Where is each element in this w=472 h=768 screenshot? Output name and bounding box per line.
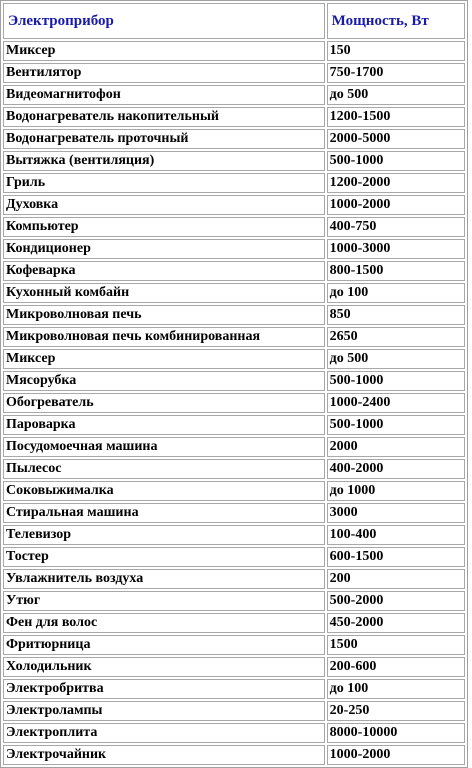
table-row bbox=[3, 63, 465, 83]
power-cell: 2000 bbox=[327, 437, 465, 457]
appliance-cell: Гриль bbox=[3, 173, 325, 193]
power-cell: 8000-10000 bbox=[327, 723, 465, 743]
table-row bbox=[3, 349, 465, 369]
appliance-cell: Миксер bbox=[3, 41, 325, 61]
appliance-cell: Фен для волос bbox=[3, 613, 325, 633]
appliance-cell: Пароварка bbox=[3, 415, 325, 435]
power-cell: 600-1500 bbox=[327, 547, 465, 567]
table-row bbox=[3, 107, 465, 127]
appliance-cell: Миксер bbox=[3, 349, 325, 369]
power-cell: 3000 bbox=[327, 503, 465, 523]
power-cell: 750-1700 bbox=[327, 63, 465, 83]
appliance-cell: Пылесос bbox=[3, 459, 325, 479]
table-row bbox=[3, 459, 465, 479]
table-row bbox=[3, 613, 465, 633]
table-row bbox=[3, 635, 465, 655]
power-cell: 1500 bbox=[327, 635, 465, 655]
power-cell: до 500 bbox=[327, 349, 465, 369]
power-cell: 100-400 bbox=[327, 525, 465, 545]
appliance-cell: Мясорубка bbox=[3, 371, 325, 391]
power-cell: до 500 bbox=[327, 85, 465, 105]
table-row bbox=[3, 591, 465, 611]
table-row bbox=[3, 371, 465, 391]
table-row bbox=[3, 195, 465, 215]
power-cell: 2650 bbox=[327, 327, 465, 347]
table-row bbox=[3, 503, 465, 523]
table-row bbox=[3, 151, 465, 171]
power-cell: 20-250 bbox=[327, 701, 465, 721]
appliance-cell: Духовка bbox=[3, 195, 325, 215]
appliance-cell: Посудомоечная машина bbox=[3, 437, 325, 457]
power-cell: 1000-3000 bbox=[327, 239, 465, 259]
table-row bbox=[3, 393, 465, 413]
appliance-cell: Вытяжка (вентиляция) bbox=[3, 151, 325, 171]
power-cell: до 1000 bbox=[327, 481, 465, 501]
appliance-cell: Соковыжималка bbox=[3, 481, 325, 501]
power-cell: 1000-2400 bbox=[327, 393, 465, 413]
table-row bbox=[3, 657, 465, 677]
appliance-cell: Компьютер bbox=[3, 217, 325, 237]
table-row bbox=[3, 239, 465, 259]
appliance-cell: Электроплита bbox=[3, 723, 325, 743]
appliance-cell: Холодильник bbox=[3, 657, 325, 677]
table-row bbox=[3, 525, 465, 545]
header-row bbox=[3, 3, 465, 39]
appliance-cell: Утюг bbox=[3, 591, 325, 611]
table-row bbox=[3, 283, 465, 303]
power-cell: 800-1500 bbox=[327, 261, 465, 281]
table-row bbox=[3, 679, 465, 699]
power-cell: 2000-5000 bbox=[327, 129, 465, 149]
power-cell: 850 bbox=[327, 305, 465, 325]
table-row bbox=[3, 173, 465, 193]
appliance-cell: Кухонный комбайн bbox=[3, 283, 325, 303]
appliance-cell: Фритюрница bbox=[3, 635, 325, 655]
power-cell: 1200-2000 bbox=[327, 173, 465, 193]
power-cell: 450-2000 bbox=[327, 613, 465, 633]
appliance-cell: Водонагреватель накопительный bbox=[3, 107, 325, 127]
table-row bbox=[3, 701, 465, 721]
appliance-cell: Водонагреватель проточный bbox=[3, 129, 325, 149]
column-header-appliance: Электроприбор bbox=[3, 3, 325, 39]
table-row bbox=[3, 723, 465, 743]
appliance-cell: Электролампы bbox=[3, 701, 325, 721]
table-row bbox=[3, 415, 465, 435]
table-row bbox=[3, 261, 465, 281]
appliance-cell: Микроволновая печь bbox=[3, 305, 325, 325]
table-row bbox=[3, 217, 465, 237]
power-cell: 200-600 bbox=[327, 657, 465, 677]
appliance-cell: Видеомагнитофон bbox=[3, 85, 325, 105]
appliance-cell: Обогреватель bbox=[3, 393, 325, 413]
appliance-cell: Стиральная машина bbox=[3, 503, 325, 523]
power-cell: 500-1000 bbox=[327, 371, 465, 391]
table-row bbox=[3, 327, 465, 347]
appliance-cell: Кондиционер bbox=[3, 239, 325, 259]
column-header-power: Мощность, Вт bbox=[327, 3, 465, 39]
appliance-cell: Тостер bbox=[3, 547, 325, 567]
table-row bbox=[3, 129, 465, 149]
appliance-cell: Вентилятор bbox=[3, 63, 325, 83]
power-cell: 400-750 bbox=[327, 217, 465, 237]
power-cell: 500-1000 bbox=[327, 151, 465, 171]
power-cell: 150 bbox=[327, 41, 465, 61]
appliance-cell: Микроволновая печь комбинированная bbox=[3, 327, 325, 347]
table-row bbox=[3, 85, 465, 105]
power-cell: 200 bbox=[327, 569, 465, 589]
appliance-cell: Кофеварка bbox=[3, 261, 325, 281]
table-row bbox=[3, 745, 465, 765]
table-row bbox=[3, 437, 465, 457]
power-cell: 500-1000 bbox=[327, 415, 465, 435]
appliance-cell: Электробритва bbox=[3, 679, 325, 699]
table-row bbox=[3, 547, 465, 567]
table-row bbox=[3, 481, 465, 501]
power-cell: до 100 bbox=[327, 679, 465, 699]
power-cell: 1000-2000 bbox=[327, 745, 465, 765]
appliance-cell: Телевизор bbox=[3, 525, 325, 545]
table-row bbox=[3, 569, 465, 589]
power-cell: 500-2000 bbox=[327, 591, 465, 611]
power-cell: 400-2000 bbox=[327, 459, 465, 479]
table-row bbox=[3, 305, 465, 325]
table-body bbox=[3, 41, 465, 765]
appliance-cell: Увлажнитель воздуха bbox=[3, 569, 325, 589]
appliance-cell: Электрочайник bbox=[3, 745, 325, 765]
table-row bbox=[3, 41, 465, 61]
power-cell: 1000-2000 bbox=[327, 195, 465, 215]
power-cell: до 100 bbox=[327, 283, 465, 303]
power-cell: 1200-1500 bbox=[327, 107, 465, 127]
